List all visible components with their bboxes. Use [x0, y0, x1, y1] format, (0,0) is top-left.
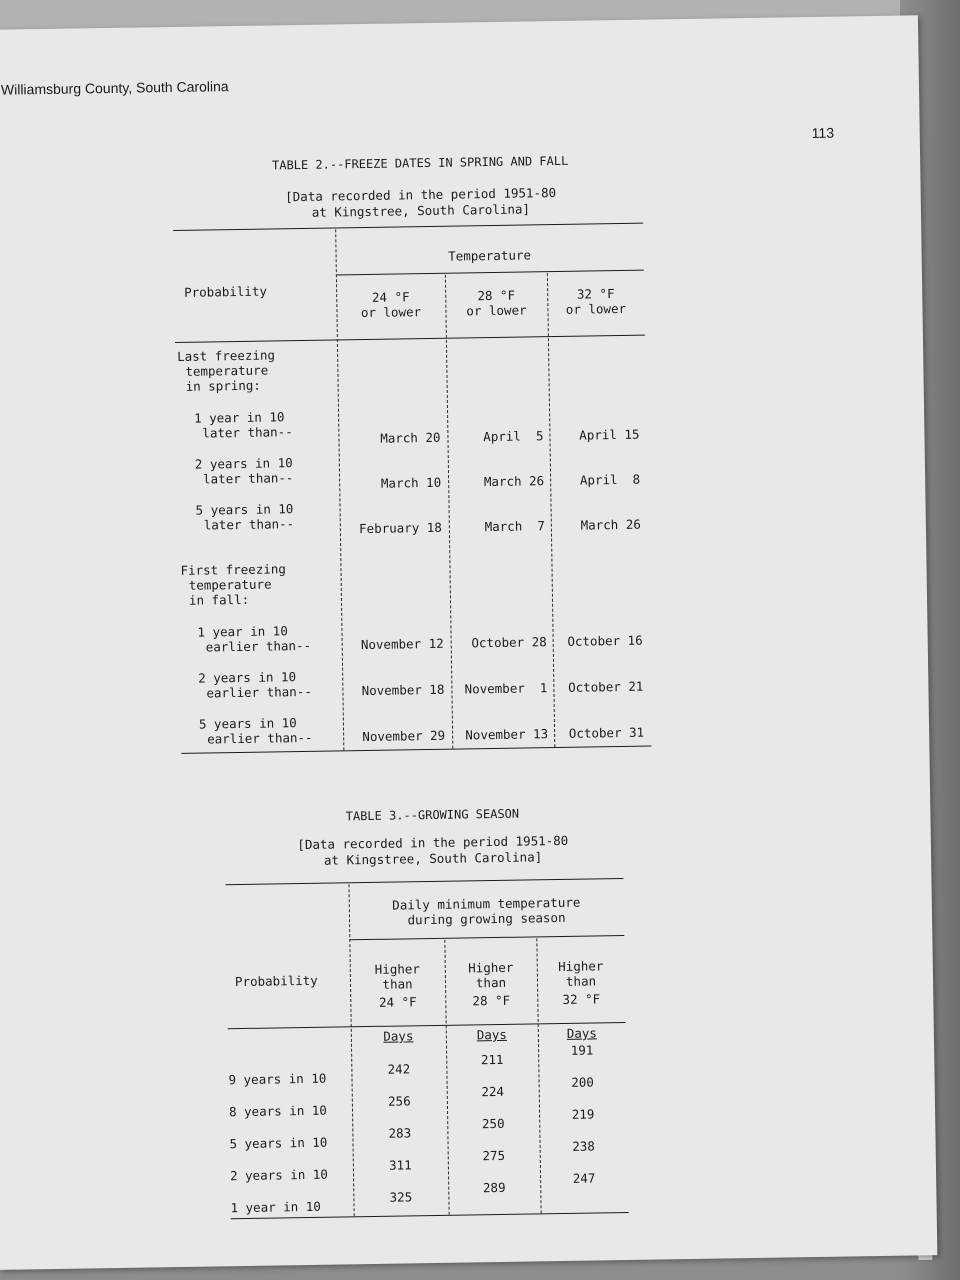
table-2-note-line2: at Kingstree, South Carolina] [311, 201, 531, 220]
table-2-cell: April 15 [579, 426, 640, 443]
table-2-cell: November 18 [361, 681, 445, 699]
table-2-note-line1: [Data recorded in the period 1951-80 [285, 184, 557, 205]
row-label-1: 1 year in 10 [194, 409, 285, 426]
table-3-top-rule [225, 878, 623, 885]
table-2-cell: October 21 [568, 678, 644, 695]
table-3-col2-unit: Days [476, 1026, 508, 1043]
row-label: 1 year in 10 [230, 1198, 321, 1216]
table-3-cell: 283 [388, 1125, 412, 1141]
table-2-header-probability: Probability [184, 283, 268, 300]
table-3-cell: 238 [572, 1138, 596, 1154]
table-2-col2-line2: or lower [466, 302, 527, 319]
running-head: Williamsburg County, South Carolina [0, 78, 229, 98]
table-3-col3-line3: 32 °F [562, 991, 601, 1007]
table-3-col3-line1: Higher [558, 958, 604, 975]
table-2-col3-line1: 32 °F [576, 286, 615, 302]
table-3-cell: 250 [481, 1115, 505, 1132]
table-3-title: TABLE 3.--GROWING SEASON [345, 806, 520, 824]
table-3-col3-unit: Days [566, 1025, 597, 1041]
table-2-top-rule [173, 223, 643, 231]
table-3-header-group-line1: Daily minimum temperature [392, 894, 581, 913]
table-3-col2-line3: 28 °F [472, 992, 511, 1009]
page-number: 113 [811, 124, 835, 141]
table-2-cell: March 26 [580, 516, 641, 533]
table-2-header-rule [175, 335, 645, 343]
row-label-1: 5 years in 10 [195, 501, 294, 518]
table-3-col1-unit: Days [383, 1028, 414, 1044]
table-3-header-group-line2: during growing season [407, 909, 566, 928]
row-label-2: later than-- [202, 470, 294, 487]
table-3-col1-line1: Higher [374, 961, 420, 977]
table-2-title: TABLE 2.--FREEZE DATES IN SPRING AND FALL [271, 153, 569, 173]
table-3-cell: 242 [387, 1061, 411, 1077]
table-3-col3-line2: than [565, 973, 597, 989]
table-3-cell: 219 [571, 1106, 595, 1122]
table-3-cell: 224 [481, 1083, 505, 1100]
document-page [0, 15, 937, 1270]
table-2-cell: November 12 [360, 635, 444, 653]
table-3-cell: 191 [570, 1042, 594, 1058]
row-label: 2 years in 10 [229, 1166, 328, 1184]
table-3-col2-line2: than [475, 974, 507, 991]
table-2-cell: November 29 [362, 727, 446, 745]
table-2-col1-line1: 24 °F [371, 289, 410, 305]
table-2-cell: March 7 [484, 518, 545, 535]
table-2-divider-3 [547, 273, 555, 747]
table-3-cell: 325 [389, 1189, 413, 1205]
row-label-1: 2 years in 10 [194, 455, 293, 472]
table-3-col2-line1: Higher [468, 959, 514, 976]
table-3-group-rule [349, 935, 624, 940]
table-2-cell: October 31 [568, 724, 645, 741]
table-2-fall-label-2: temperature [188, 576, 272, 593]
row-label-2: earlier than-- [206, 683, 312, 701]
table-2-cell: March 26 [483, 473, 545, 490]
row-label-2: earlier than-- [207, 729, 313, 747]
row-label-2: earlier than-- [205, 637, 312, 655]
table-2-divider-2 [445, 275, 453, 749]
table-2-fall-label-3: in fall: [188, 591, 250, 608]
row-label-2: later than-- [203, 516, 295, 533]
table-2-cell: November 1 [464, 680, 548, 697]
table-2-cell: March 20 [380, 429, 441, 446]
table-3-cell: 200 [571, 1074, 594, 1090]
row-label-1: 2 years in 10 [198, 669, 297, 686]
table-3-col1-line3: 24 °F [378, 994, 417, 1010]
table-2-col2-line1: 28 °F [477, 287, 516, 304]
row-label: 8 years in 10 [228, 1102, 327, 1120]
table-3-cell: 289 [482, 1179, 506, 1196]
row-label: 5 years in 10 [229, 1134, 328, 1152]
table-2-cell: October 28 [471, 634, 547, 651]
table-2-bottom-rule [181, 746, 651, 754]
table-2-temperature-rule [336, 270, 644, 276]
table-2-cell: April 5 [483, 428, 544, 445]
table-2-cell: February 18 [358, 519, 442, 537]
table-3-cell: 247 [572, 1170, 596, 1186]
table-2-cell: April 8 [579, 471, 641, 488]
table-3-col1-line2: than [382, 976, 413, 992]
table-2-col1-line2: or lower [360, 304, 422, 321]
table-3-cell: 311 [388, 1157, 412, 1173]
table-2-cell: March 10 [380, 474, 442, 491]
table-2-col3-line2: or lower [565, 300, 627, 317]
row-label-1: 1 year in 10 [197, 623, 288, 640]
table-3-note-line1: [Data recorded in the period 1951-80 [297, 832, 569, 853]
table-3-cell: 256 [387, 1093, 411, 1109]
row-label: 9 years in 10 [228, 1070, 327, 1088]
table-2-spring-label-2: temperature [185, 362, 269, 379]
table-2-header-temperature: Temperature [448, 247, 532, 264]
table-2-cell: November 13 [465, 726, 549, 743]
table-2-spring-label-3: in spring: [185, 377, 261, 394]
table-3-note-line2: at Kingstree, South Carolina] [323, 849, 543, 868]
table-3-header-probability: Probability [234, 972, 318, 990]
table-2-fall-label-1: First freezing [180, 561, 286, 578]
table-3-cell: 211 [480, 1051, 504, 1068]
row-label-2: later than-- [202, 424, 293, 441]
row-label-1: 5 years in 10 [198, 715, 297, 732]
table-3-cell: 275 [482, 1147, 506, 1164]
table-2-cell: October 16 [567, 632, 643, 649]
table-2-spring-label-1: Last freezing [177, 347, 276, 364]
